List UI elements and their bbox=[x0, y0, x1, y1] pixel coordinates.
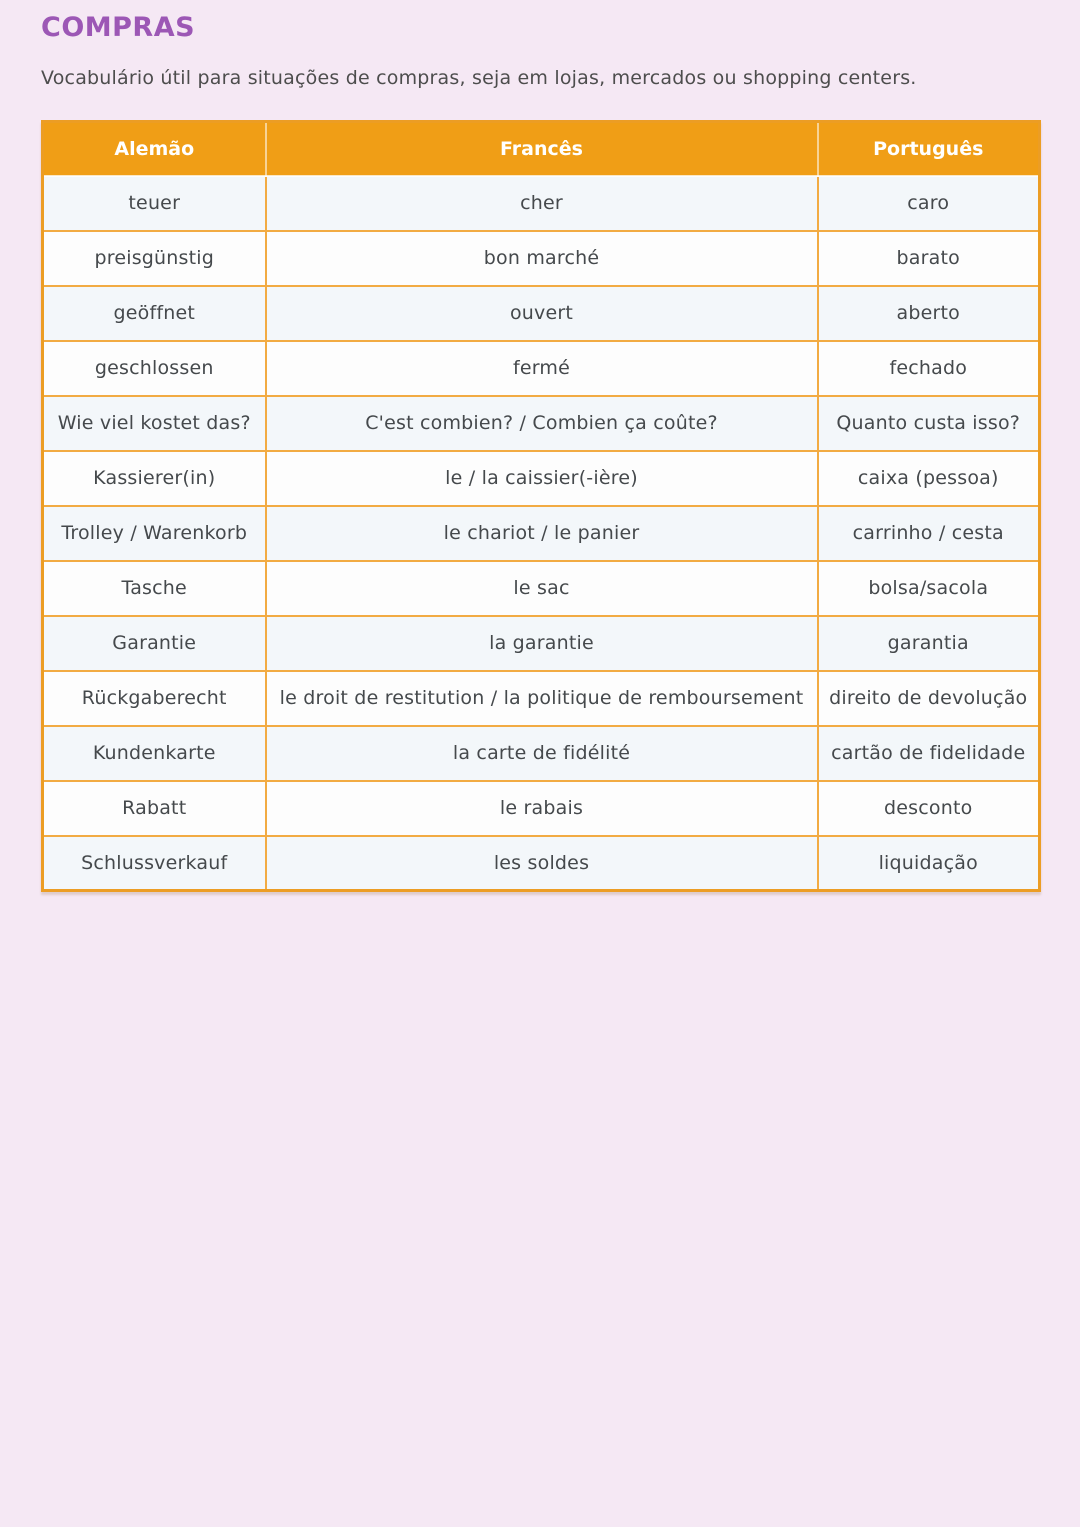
table-cell: fechado bbox=[818, 341, 1040, 396]
table-cell: caixa (pessoa) bbox=[818, 451, 1040, 506]
column-header-german: Alemão bbox=[43, 122, 266, 176]
table-row bbox=[43, 836, 1040, 891]
table-cell: geöffnet bbox=[43, 286, 266, 341]
table-cell: le chariot / le panier bbox=[266, 506, 818, 561]
table-cell: barato bbox=[818, 231, 1040, 286]
table-cell: le sac bbox=[266, 561, 818, 616]
table-row bbox=[43, 781, 1040, 836]
table-row bbox=[43, 341, 1040, 396]
table-cell: C'est combien? / Combien ça coûte? bbox=[266, 396, 818, 451]
table-cell: preisgünstig bbox=[43, 231, 266, 286]
table-cell: cartão de fidelidade bbox=[818, 726, 1040, 781]
table-row bbox=[43, 561, 1040, 616]
table-row bbox=[43, 451, 1040, 506]
table-cell: aberto bbox=[818, 286, 1040, 341]
table-row bbox=[43, 286, 1040, 341]
table-row bbox=[43, 671, 1040, 726]
table-row bbox=[43, 231, 1040, 286]
table-cell: Quanto custa isso? bbox=[818, 396, 1040, 451]
column-header-portuguese: Português bbox=[818, 122, 1040, 176]
table-cell: ouvert bbox=[266, 286, 818, 341]
table-cell: teuer bbox=[43, 176, 266, 231]
table-cell: Rabatt bbox=[43, 781, 266, 836]
table-cell: Kundenkarte bbox=[43, 726, 266, 781]
table-cell: Trolley / Warenkorb bbox=[43, 506, 266, 561]
table-cell: Rückgaberecht bbox=[43, 671, 266, 726]
table-cell: le / la caissier(-ière) bbox=[266, 451, 818, 506]
table-cell: Kassierer(in) bbox=[43, 451, 266, 506]
table-header-row bbox=[43, 122, 1040, 176]
table-cell: Garantie bbox=[43, 616, 266, 671]
table-cell: les soldes bbox=[266, 836, 818, 891]
table-cell: le rabais bbox=[266, 781, 818, 836]
table-cell: fermé bbox=[266, 341, 818, 396]
table-cell: bon marché bbox=[266, 231, 818, 286]
table-cell: caro bbox=[818, 176, 1040, 231]
table-cell: direito de devolução bbox=[818, 671, 1040, 726]
table-cell: desconto bbox=[818, 781, 1040, 836]
table-cell: geschlossen bbox=[43, 341, 266, 396]
table-cell: le droit de restitution / la politique de remboursement bbox=[266, 671, 818, 726]
table-cell: Schlussverkauf bbox=[43, 836, 266, 891]
table-row bbox=[43, 506, 1040, 561]
vocabulary-table bbox=[41, 120, 1041, 892]
table-body bbox=[43, 176, 1040, 891]
table-cell: Wie viel kostet das? bbox=[43, 396, 266, 451]
table-cell: bolsa/sacola bbox=[818, 561, 1040, 616]
table-cell: la carte de fidélité bbox=[266, 726, 818, 781]
table-row bbox=[43, 176, 1040, 231]
table-cell: la garantie bbox=[266, 616, 818, 671]
page-subtitle: Vocabulário útil para situações de compras, seja em lojas, mercados ou shopping centers. bbox=[41, 67, 917, 89]
table-row bbox=[43, 726, 1040, 781]
table-cell: liquidação bbox=[818, 836, 1040, 891]
table-cell: garantia bbox=[818, 616, 1040, 671]
column-header-french: Francês bbox=[266, 122, 818, 176]
table-header bbox=[43, 122, 1040, 176]
page-title: COMPRAS bbox=[41, 12, 196, 43]
table-row bbox=[43, 616, 1040, 671]
table-cell: cher bbox=[266, 176, 818, 231]
table-cell: Tasche bbox=[43, 561, 266, 616]
table-row bbox=[43, 396, 1040, 451]
table-cell: carrinho / cesta bbox=[818, 506, 1040, 561]
